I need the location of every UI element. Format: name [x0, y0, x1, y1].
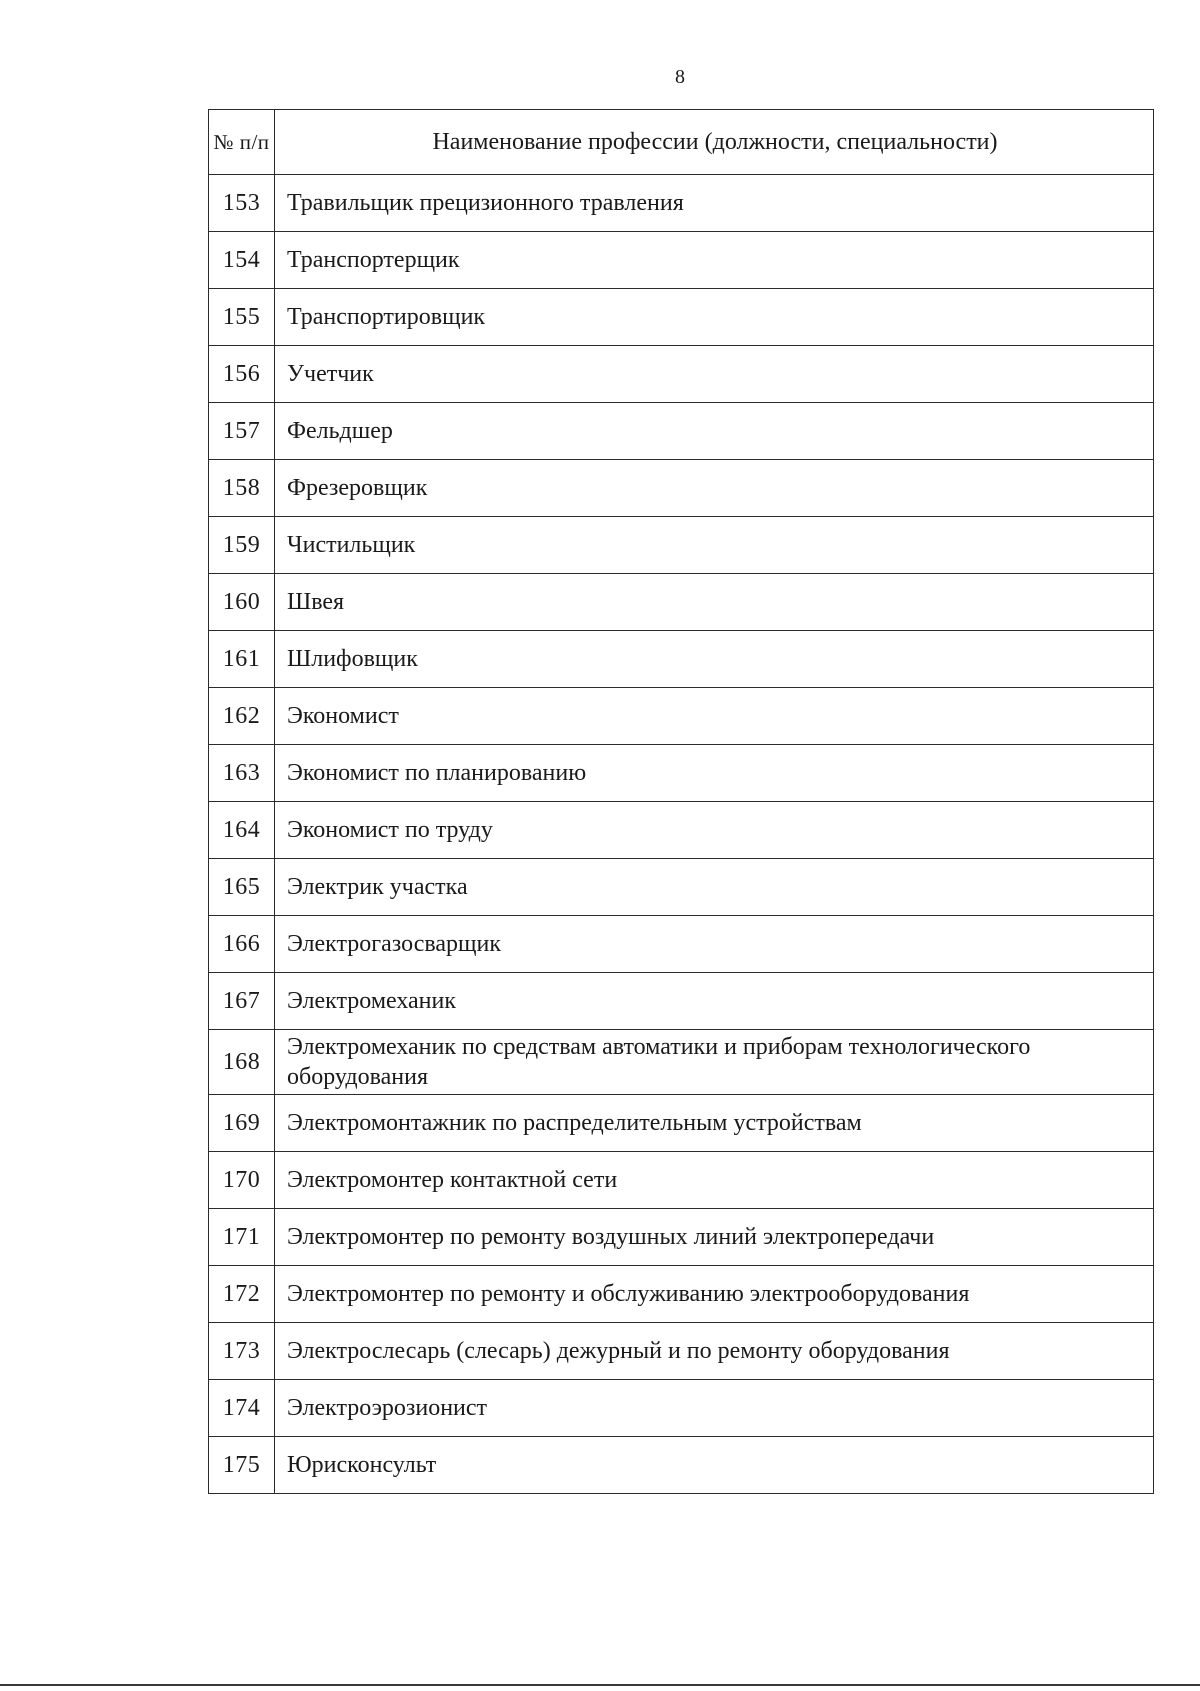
row-number: 161: [209, 631, 275, 688]
row-profession-name: Электромеханик: [275, 973, 1154, 1030]
row-profession-name: Экономист: [275, 688, 1154, 745]
table-row: [209, 346, 1154, 403]
row-number: 170: [209, 1152, 275, 1209]
row-number: 175: [209, 1437, 275, 1494]
row-profession-name: Электрик участка: [275, 859, 1154, 916]
row-number: 173: [209, 1323, 275, 1380]
row-number: 157: [209, 403, 275, 460]
row-number: 162: [209, 688, 275, 745]
table-row: [209, 1323, 1154, 1380]
page-bottom-rule: [0, 1684, 1200, 1686]
row-number: 167: [209, 973, 275, 1030]
table-row: [209, 802, 1154, 859]
row-number: 169: [209, 1095, 275, 1152]
row-profession-name: Юрисконсульт: [275, 1437, 1154, 1494]
table-row: [209, 1437, 1154, 1494]
table-header-row: [209, 110, 1154, 175]
row-profession-name: Электрослесарь (слесарь) дежурный и по ремонту оборудования: [275, 1323, 1154, 1380]
table-row: [209, 1095, 1154, 1152]
row-number: 156: [209, 346, 275, 403]
row-number: 172: [209, 1266, 275, 1323]
row-profession-name: Транспортерщик: [275, 232, 1154, 289]
row-profession-name: Травильщик прецизионного травления: [275, 175, 1154, 232]
table-row: [209, 175, 1154, 232]
header-name-cell: Наименование профессии (должности, специальности): [275, 110, 1154, 175]
row-profession-name: Электромеханик по средствам автоматики и приборам технологического оборудования: [275, 1030, 1154, 1095]
row-number: 165: [209, 859, 275, 916]
row-profession-name: Электроэрозионист: [275, 1380, 1154, 1437]
table-row: [209, 1380, 1154, 1437]
table-row: [209, 1209, 1154, 1266]
row-number: 155: [209, 289, 275, 346]
row-number: 160: [209, 574, 275, 631]
row-profession-name: Электромонтер по ремонту воздушных линий электропередачи: [275, 1209, 1154, 1266]
table-row: [209, 517, 1154, 574]
row-number: 166: [209, 916, 275, 973]
table-row: [209, 403, 1154, 460]
row-profession-name: Чистильщик: [275, 517, 1154, 574]
row-profession-name: Экономист по планированию: [275, 745, 1154, 802]
table-row: [209, 574, 1154, 631]
table-row: [209, 631, 1154, 688]
table-row: [209, 289, 1154, 346]
row-profession-name: Фрезеровщик: [275, 460, 1154, 517]
row-profession-name: Транспортировщик: [275, 289, 1154, 346]
row-number: 171: [209, 1209, 275, 1266]
row-profession-name: Электрогазосварщик: [275, 916, 1154, 973]
table-row: [209, 460, 1154, 517]
row-profession-name: Фельдшер: [275, 403, 1154, 460]
table-row: [209, 1266, 1154, 1323]
row-profession-name: Электромонтажник по распределительным устройствам: [275, 1095, 1154, 1152]
row-profession-name: Экономист по труду: [275, 802, 1154, 859]
row-profession-name: Шлифовщик: [275, 631, 1154, 688]
professions-table: [208, 109, 1154, 1494]
table-row: [209, 1030, 1154, 1095]
table-row: [209, 688, 1154, 745]
row-profession-name: Электромонтер контактной сети: [275, 1152, 1154, 1209]
row-number: 158: [209, 460, 275, 517]
row-number: 153: [209, 175, 275, 232]
row-profession-name: Учетчик: [275, 346, 1154, 403]
page-number: 8: [675, 66, 685, 88]
row-number: 159: [209, 517, 275, 574]
table-row: [209, 1152, 1154, 1209]
row-number: 164: [209, 802, 275, 859]
row-profession-name: Швея: [275, 574, 1154, 631]
row-number: 168: [209, 1030, 275, 1095]
table-row: [209, 859, 1154, 916]
table-row: [209, 973, 1154, 1030]
row-number: 154: [209, 232, 275, 289]
row-number: 174: [209, 1380, 275, 1437]
table-row: [209, 745, 1154, 802]
header-number-cell: № п/п: [209, 110, 275, 175]
row-profession-name: Электромонтер по ремонту и обслуживанию электрооборудования: [275, 1266, 1154, 1323]
row-number: 163: [209, 745, 275, 802]
table-row: [209, 232, 1154, 289]
table-row: [209, 916, 1154, 973]
